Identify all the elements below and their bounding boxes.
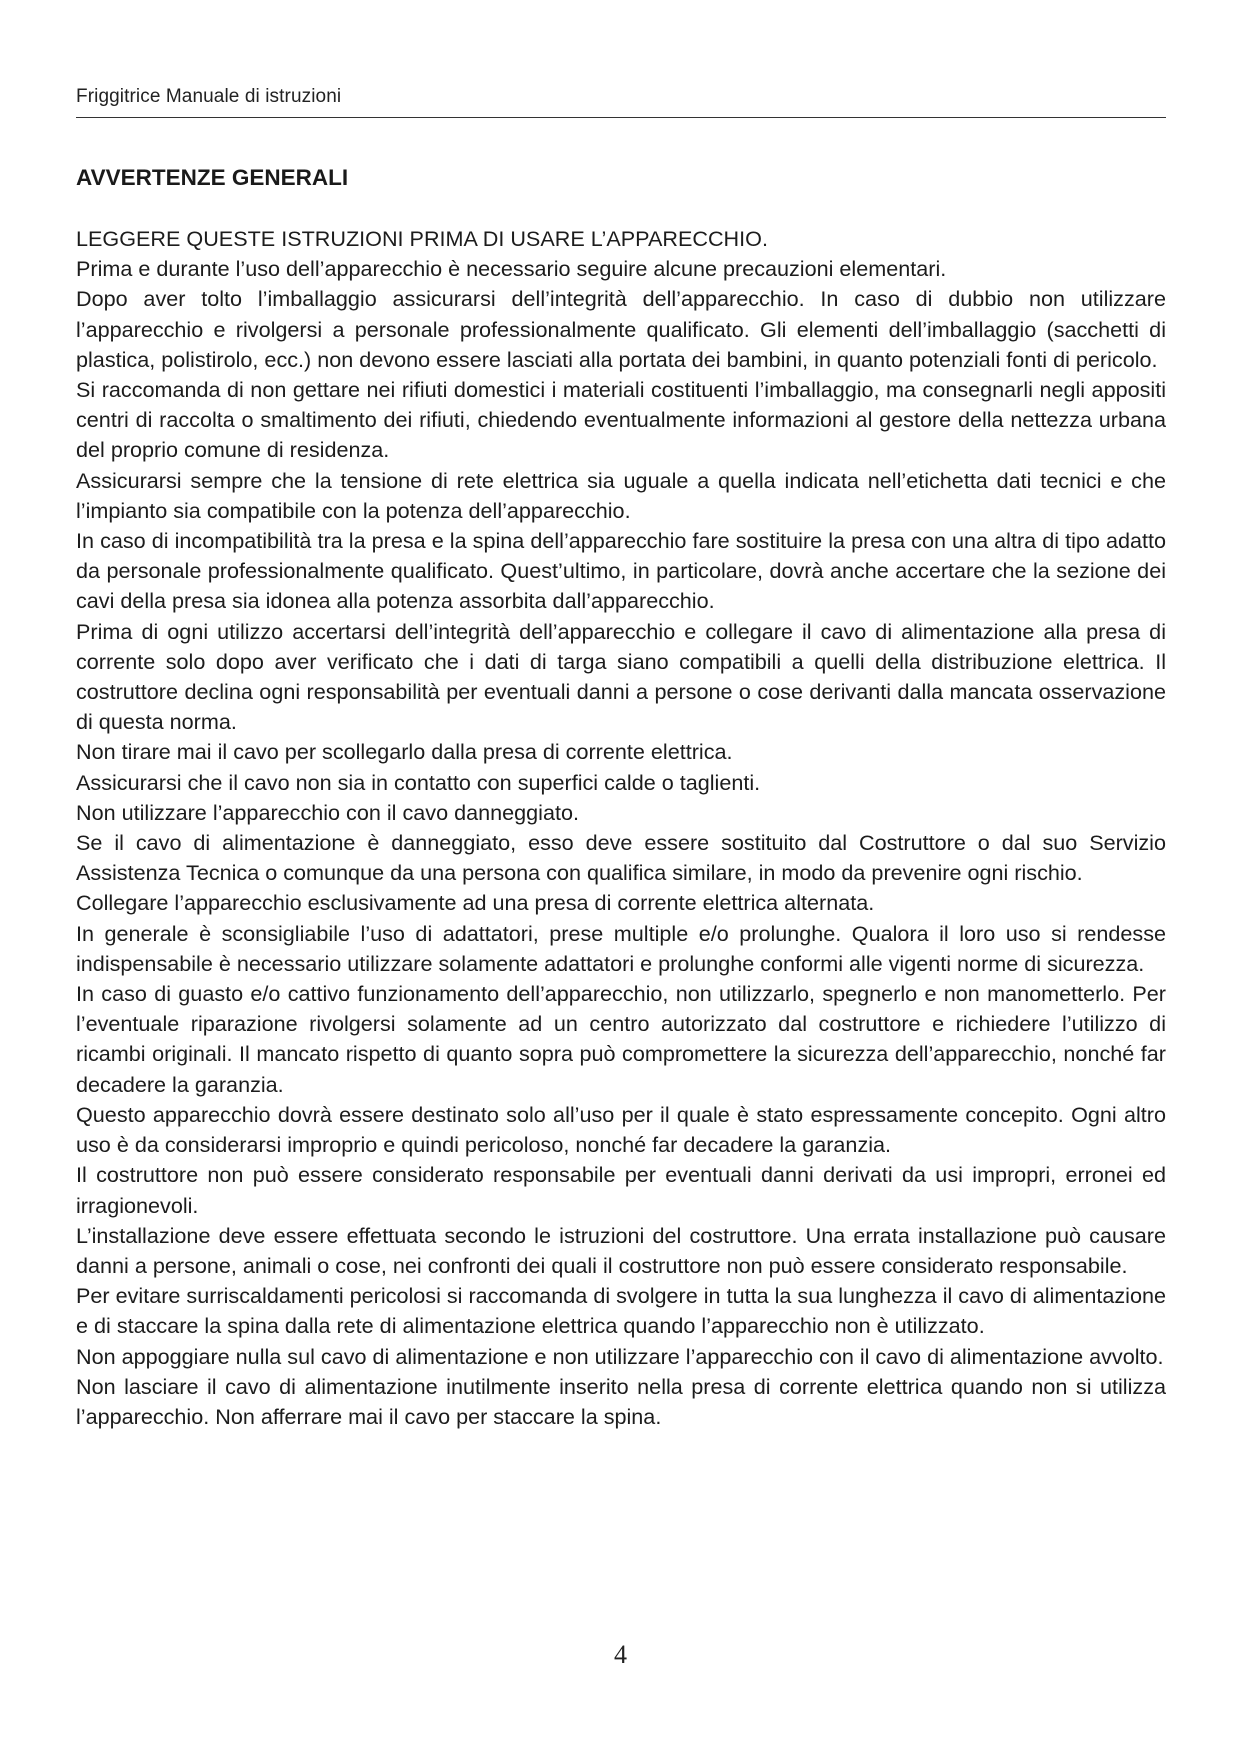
paragraph-malfunction: In caso di guasto e/o cattivo funzionamento dell’apparecchio, non utilizzarlo, spegnerlo e non manometterlo. Per l’eventuale riparazione rivolgersi solamente ad un centro autorizzato dal costruttore e richiedere l’utilizzo di ricambi originali. Il mancato rispetto di quanto sopra può compromettere la sicurezza dell’apparecchio, nonché far decadere la garanzia. [76, 981, 1166, 1097]
running-header: Friggitrice Manuale di istruzioni [76, 86, 342, 107]
paragraph-liability: Il costruttore non può essere considerato responsabile per eventuali danni derivati da usi impropri, erronei ed irragionevoli. [76, 1162, 1166, 1218]
paragraph-damaged-cable: Non utilizzare l’apparecchio con il cavo danneggiato. [76, 799, 579, 825]
page-number: 4 [614, 1640, 627, 1669]
paragraph-voltage: Assicurarsi sempre che la tensione di rete elettrica sia uguale a quella indicata nell’etichetta dati tecnici e che l’impianto sia compatibile con la potenza dell’apparecchio. [76, 467, 1166, 523]
paragraph-do-not-pull-cable: Non tirare mai il cavo per scollegarlo dalla presa di corrente elettrica. [76, 739, 733, 765]
paragraph-socket-incompatibility: In caso di incompatibilità tra la presa e la spina dell’apparecchio fare sostituire la presa con una altra di tipo adatto da personale professionalmente qualificato. Quest’ultimo, in particolare, dovrà anche accertare che la sezione dei cavi della presa sia idonea alla potenza assorbita dall’apparecchio. [76, 528, 1166, 614]
header-rule [76, 117, 1166, 118]
paragraph-alternating-current: Collegare l’apparecchio esclusivamente ad una presa di corrente elettrica alternata. [76, 890, 875, 916]
body-text [76, 224, 1166, 1432]
paragraph-hot-surfaces: Assicurarsi che il cavo non sia in contatto con superfici calde o taglienti. [76, 769, 761, 795]
section-title: AVVERTENZE GENERALI [76, 165, 349, 190]
paragraph-disposal: Si raccomanda di non gettare nei rifiuti domestici i materiali costituenti l’imballaggio, ma consegnarli negli appositi centri di raccolta o smaltimento dei rifiuti, chiedendo eventualmente informazioni al gestore della nettezza urbana del proprio comune di residenza. [76, 377, 1166, 463]
paragraph-packaging: Dopo aver tolto l’imballaggio assicurarsi dell’integrità dell’apparecchio. In caso di dubbio non utilizzare l’apparecchio e rivolgersi a personale professionalmente qualificato. Gli elementi dell’imballaggio (sacchetti di plastica, polistirolo, ecc.) non devono essere lasciati alla portata dei bambini, in quanto potenziali fonti di pericolo. [76, 286, 1166, 372]
paragraph-intended-use: Questo apparecchio dovrà essere destinato solo all’uso per il quale è stato espressamente concepito. Ogni altro uso è da considerarsi improprio e quindi pericoloso, nonché far decadere la garanzia. [76, 1101, 1166, 1158]
paragraph-integrity-check: Prima di ogni utilizzo accertarsi dell’integrità dell’apparecchio e collegare il cavo di alimentazione alla presa di corrente solo dopo aver verificato che i dati di targa siano compatibili a quelli della distribuzione elettrica. Il costruttore declina ogni responsabilità per eventuali danni a persone o cose derivanti dalla mancata osservazione di questa norma. [76, 618, 1166, 735]
paragraph-installation: L’installazione deve essere effettuata secondo le istruzioni del costruttore. Una errata installazione può causare danni a persone, animali o cose, nei confronti dei quali il costruttore non può essere considerato responsabile. [76, 1222, 1166, 1278]
paragraph-read-instructions: LEGGERE QUESTE ISTRUZIONI PRIMA DI USARE L’APPARECCHIO. [76, 226, 768, 251]
paragraph-adapters: In generale è sconsigliabile l’uso di adattatori, prese multiple e/o prolunghe. Qualora il loro uso si rendesse indispensabile è necessario utilizzare solamente adattatori e prolunghe conformi alle vigenti norme di sicurezza. [76, 920, 1166, 976]
paragraph-cable-replacement: Se il cavo di alimentazione è danneggiato, esso deve essere sostituito dal Costruttore o dal suo Servizio Assistenza Tecnica o comunque da una persona con qualifica similare, in modo da prevenire ogni rischio. [76, 830, 1166, 886]
paragraph-precautions: Prima e durante l’uso dell’apparecchio è necessario seguire alcune precauzioni elementari. [76, 256, 947, 282]
paragraph-unplug: Non lasciare il cavo di alimentazione inutilmente inserito nella presa di corrente elettrica quando non si utilizza l’apparecchio. Non afferrare mai il cavo per staccare la spina. [76, 1373, 1166, 1429]
paragraph-nothing-on-cable: Non appoggiare nulla sul cavo di alimentazione e non utilizzare l’apparecchio con il cavo di alimentazione avvolto. [76, 1343, 1164, 1369]
paragraph-overheating: Per evitare surriscaldamenti pericolosi si raccomanda di svolgere in tutta la sua lunghezza il cavo di alimentazione e di staccare la spina dalla rete di alimentazione elettrica quando l’apparecchio non è utilizzato. [76, 1283, 1166, 1339]
